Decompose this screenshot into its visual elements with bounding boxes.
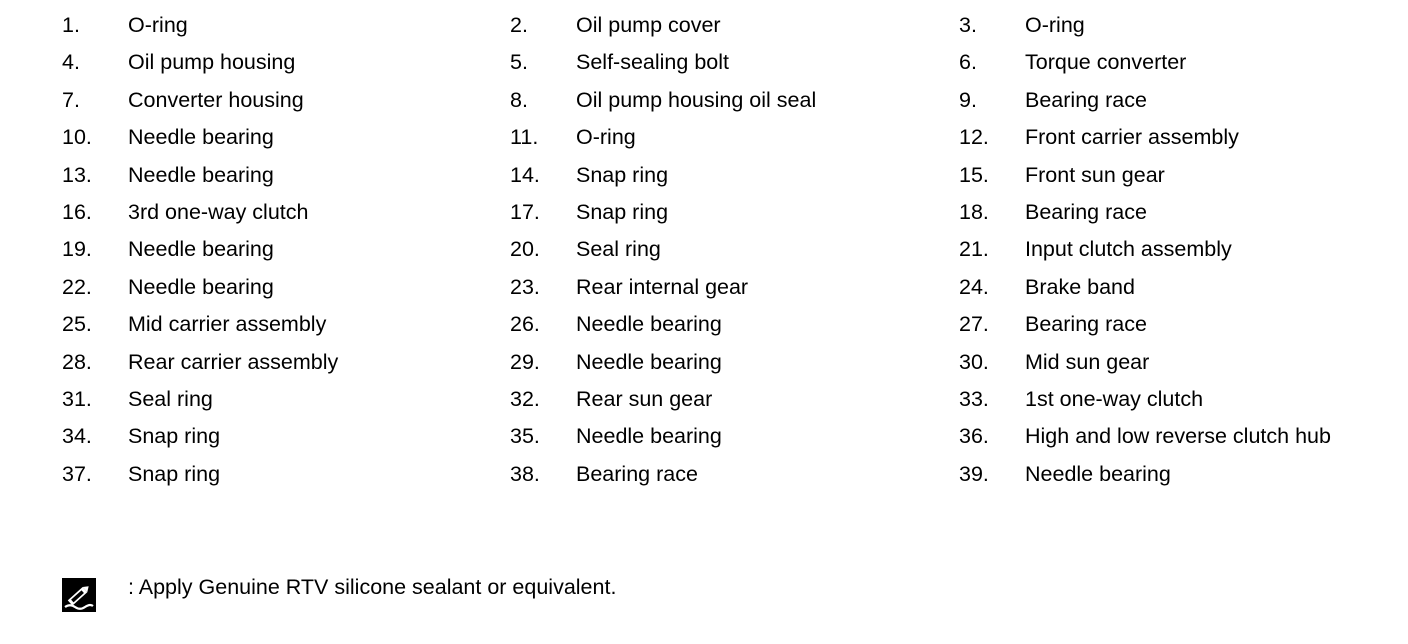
part-number: 27. — [959, 312, 989, 337]
part-number: 16. — [62, 200, 92, 224]
part-number: 29. — [510, 349, 540, 374]
part-name: Needle bearing — [128, 274, 274, 299]
legend — [62, 572, 962, 612]
part-name: Bearing race — [1025, 87, 1147, 112]
part-name: Needle bearing — [576, 424, 722, 449]
part-name: Torque converter — [1025, 50, 1187, 75]
part-name: Rear sun gear — [576, 387, 713, 411]
part-name: Seal ring — [576, 237, 661, 262]
part-number: 9. — [959, 87, 977, 112]
part-name: Needle bearing — [128, 125, 274, 150]
part-number: 3. — [959, 13, 977, 37]
part-name: O-ring — [1025, 13, 1085, 37]
part-number: 7. — [62, 87, 80, 112]
part-name: Snap ring — [576, 200, 669, 224]
part-name: Snap ring — [128, 461, 221, 486]
part-name: Mid carrier assembly — [128, 312, 327, 337]
part-number: 11. — [510, 125, 539, 150]
part-name: Rear carrier assembly — [128, 349, 339, 374]
part-number: 10. — [62, 125, 92, 150]
part-name: O-ring — [128, 13, 188, 37]
part-name: High and low reverse clutch hub — [1025, 424, 1331, 449]
part-name: 1st one-way clutch — [1025, 387, 1204, 411]
part-number: 28. — [62, 349, 92, 374]
part-number: 23. — [510, 274, 540, 299]
part-name: Self-sealing bolt — [576, 50, 729, 75]
part-name: Oil pump housing oil seal — [576, 87, 817, 112]
part-name: Bearing race — [1025, 312, 1147, 337]
part-name: Front carrier assembly — [1025, 125, 1239, 150]
part-number: 14. — [510, 162, 540, 187]
part-number: 38. — [510, 461, 540, 486]
part-number: 31. — [62, 387, 92, 411]
part-number: 12. — [959, 125, 989, 150]
part-number: 34. — [62, 424, 92, 449]
part-number: 37. — [62, 461, 92, 486]
part-number: 21. — [959, 237, 989, 262]
part-number: 6. — [959, 50, 977, 75]
part-number: 24. — [959, 274, 989, 299]
part-number: 19. — [62, 237, 92, 262]
part-number: 36. — [959, 424, 989, 449]
part-name: Snap ring — [128, 424, 221, 449]
part-number: 26. — [510, 312, 540, 337]
part-name: Input clutch assembly — [1025, 237, 1232, 262]
part-number: 20. — [510, 237, 540, 262]
part-name: Bearing race — [576, 461, 698, 486]
part-name: Needle bearing — [1025, 461, 1171, 486]
part-name: Rear internal gear — [576, 274, 749, 299]
part-number: 32. — [510, 387, 540, 411]
part-number: 13. — [62, 162, 92, 187]
part-name: Snap ring — [576, 162, 669, 187]
part-number: 1. — [62, 13, 80, 37]
part-name: Needle bearing — [576, 312, 722, 337]
part-name: O-ring — [576, 125, 636, 150]
part-name: Seal ring — [128, 387, 213, 411]
part-number: 4. — [62, 50, 80, 75]
part-name: Needle bearing — [128, 162, 274, 187]
part-number: 18. — [959, 200, 989, 224]
part-name: Brake band — [1025, 274, 1135, 299]
part-name: Front sun gear — [1025, 162, 1165, 187]
part-number: 15. — [959, 162, 989, 187]
part-number: 30. — [959, 349, 989, 374]
part-number: 5. — [510, 50, 528, 75]
part-name: Bearing race — [1025, 200, 1147, 224]
part-name: Converter housing — [128, 87, 304, 112]
part-number: 25. — [62, 312, 92, 337]
part-name: Needle bearing — [128, 237, 274, 262]
part-name: Needle bearing — [576, 349, 722, 374]
part-name: Oil pump cover — [576, 13, 721, 37]
part-number: 33. — [959, 387, 989, 411]
part-name: Oil pump housing — [128, 50, 296, 75]
sealant-icon — [62, 578, 96, 612]
part-name: Mid sun gear — [1025, 349, 1150, 374]
legend-text: : Apply Genuine RTV silicone sealant or equivalent. — [128, 575, 617, 599]
part-number: 8. — [510, 87, 528, 112]
part-number: 2. — [510, 13, 528, 37]
part-number: 17. — [510, 200, 540, 224]
part-number: 35. — [510, 424, 540, 449]
part-number: 39. — [959, 461, 989, 486]
part-name: 3rd one-way clutch — [128, 200, 309, 224]
part-number: 22. — [62, 274, 92, 299]
